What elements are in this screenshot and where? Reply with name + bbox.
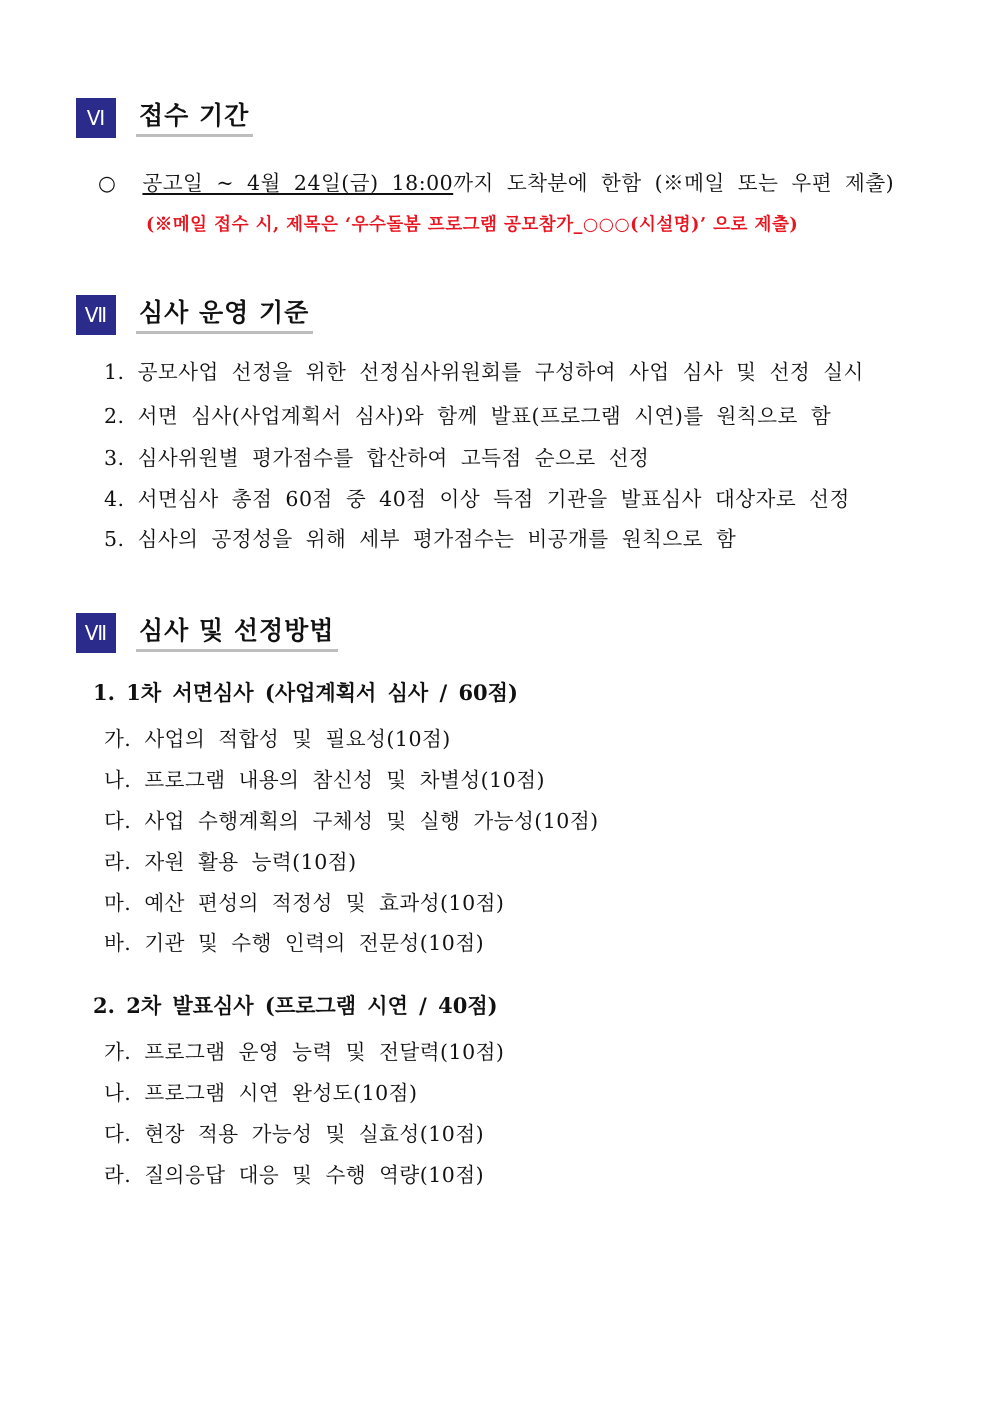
section-title: 접수 기간 [136, 99, 253, 137]
criteria-item: 4. 서면심사 총점 60점 중 40점 이상 득점 기관을 발표심사 대상자로 선정 [104, 487, 850, 511]
stage1-item: 바. 기관 및 수행 인력의 전문성(10점) [104, 931, 485, 955]
deadline-line [98, 166, 894, 196]
section-7-header [76, 295, 313, 335]
stage2-item: 가. 프로그램 운영 능력 및 전달력(10점) [104, 1040, 505, 1064]
section-number-badge: Ⅶ [76, 295, 116, 335]
section-8-header [76, 613, 338, 653]
stage1-item: 마. 예산 편성의 적정성 및 효과성(10점) [104, 891, 505, 915]
stage1-item: 가. 사업의 적합성 및 필요성(10점) [104, 727, 451, 751]
section-title: 심사 및 선정방법 [136, 614, 338, 652]
stage1-heading: 1. 1차 서면심사 (사업계획서 심사 / 60점) [93, 680, 518, 705]
section-title: 심사 운영 기준 [136, 296, 313, 334]
deadline-rest: 까지 도착분에 한함 (※메일 또는 우편 제출) [453, 171, 895, 195]
stage1-item: 다. 사업 수행계획의 구체성 및 실행 가능성(10점) [104, 809, 599, 833]
criteria-item: 5. 심사의 공정성을 위해 세부 평가점수는 비공개를 원칙으로 함 [104, 527, 737, 551]
criteria-item: 3. 심사위원별 평가점수를 합산하여 고득점 순으로 선정 [104, 446, 650, 470]
stage1-item: 나. 프로그램 내용의 참신성 및 차별성(10점) [104, 768, 546, 792]
stage1-item: 라. 자원 활용 능력(10점) [104, 850, 357, 874]
email-note: (※메일 접수 시, 제목은 ‘우수돌봄 프로그램 공모참가_○○○(시설명)’ 으로 제출) [146, 215, 799, 235]
stage2-item: 다. 현장 적용 가능성 및 실효성(10점) [104, 1122, 485, 1146]
stage2-heading: 2. 2차 발표심사 (프로그램 시연 / 40점) [93, 993, 498, 1018]
criteria-item: 2. 서면 심사(사업계획서 심사)와 함께 발표(프로그램 시연)를 원칙으로 함 [104, 404, 832, 428]
section-number-badge: Ⅶ [76, 613, 116, 653]
stage2-item: 라. 질의응답 대응 및 수행 역량(10점) [104, 1163, 485, 1187]
section-6-header [76, 98, 253, 138]
criteria-item: 1. 공모사업 선정을 위한 선정심사위원회를 구성하여 사업 심사 및 선정 실시 [104, 360, 864, 384]
section-number-badge: Ⅵ [76, 98, 116, 138]
stage2-item: 나. 프로그램 시연 완성도(10점) [104, 1081, 418, 1105]
bullet: ○ [98, 171, 117, 195]
deadline-date: 공고일 ~ 4월 24일(금) 18:00 [142, 171, 454, 195]
